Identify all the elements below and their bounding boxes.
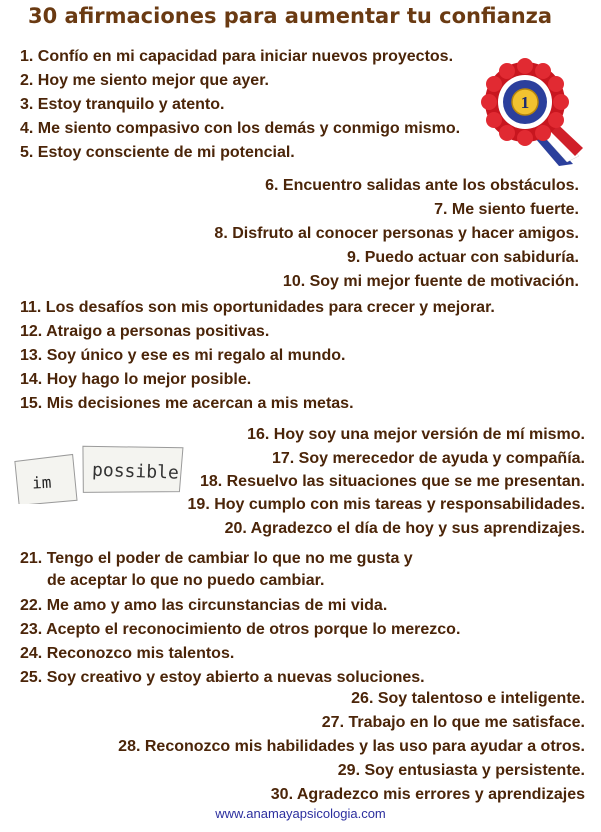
affirmation-20: 20. Agradezco el día de hoy y sus aprendizajes.	[224, 520, 585, 537]
im-word: im	[31, 472, 52, 493]
affirmation-21: 21. Tengo el poder de cambiar lo que no me gusta y	[20, 550, 413, 567]
award-rosette-icon	[475, 58, 585, 173]
affirmation-3: 3. Estoy tranquilo y atento.	[20, 96, 225, 113]
affirmation-16: 16. Hoy soy una mejor versión de mí mismo.	[247, 426, 585, 443]
affirmation-6: 6. Encuentro salidas ante los obstáculos.	[265, 177, 579, 194]
affirmation-7: 7. Me siento fuerte.	[434, 201, 579, 218]
affirmation-25: 25. Soy creativo y estoy abierto a nuevas soluciones.	[20, 669, 425, 686]
possible-word: possible	[91, 459, 180, 484]
affirmation-5: 5. Estoy consciente de mi potencial.	[20, 144, 295, 161]
affirmation-19: 19. Hoy cumplo con mis tareas y responsabilidades.	[187, 496, 585, 513]
affirmation-18: 18. Resuelvo las situaciones que se me presentan.	[199, 473, 585, 490]
website-footer: www.anamayapsicologia.com	[215, 806, 386, 821]
affirmation-13: 13. Soy único y ese es mi regalo al mundo.	[20, 347, 346, 364]
affirmation-24: 24. Reconozco mis talentos.	[20, 645, 235, 662]
badge-number: 1	[520, 93, 530, 112]
affirmation-8: 8. Disfruto al conocer personas y hacer amigos.	[214, 225, 579, 242]
affirmation-21-continuation: de aceptar lo que no puedo cambiar.	[47, 572, 325, 589]
affirmation-4: 4. Me siento compasivo con los demás y conmigo mismo.	[20, 120, 461, 137]
page-title: 30 afirmaciones para aumentar tu confianza	[28, 4, 553, 28]
affirmation-23: 23. Acepto el reconocimiento de otros porque lo merezco.	[20, 621, 461, 638]
affirmation-10: 10. Soy mi mejor fuente de motivación.	[282, 273, 579, 290]
affirmation-22: 22. Me amo y amo las circunstancias de mi vida.	[20, 597, 388, 614]
affirmation-27: 27. Trabajo en lo que me satisface.	[321, 714, 585, 731]
affirmation-14: 14. Hoy hago lo mejor posible.	[20, 371, 252, 388]
affirmation-1: 1. Confío en mi capacidad para iniciar nuevos proyectos.	[20, 48, 454, 65]
impossible-image	[12, 444, 184, 509]
affirmation-12: 12. Atraigo a personas positivas.	[20, 323, 270, 340]
affirmation-28: 28. Reconozco mis habilidades y las uso para ayudar a otros.	[118, 738, 585, 755]
affirmation-9: 9. Puedo actuar con sabiduría.	[346, 249, 579, 266]
affirmation-15: 15. Mis decisiones me acercan a mis metas.	[20, 395, 354, 412]
affirmation-11: 11. Los desafíos son mis oportunidades para crecer y mejorar.	[20, 299, 495, 316]
affirmation-17: 17. Soy merecedor de ayuda y compañía.	[271, 450, 585, 467]
affirmation-26: 26. Soy talentoso e inteligente.	[351, 690, 585, 707]
affirmation-2: 2. Hoy me siento mejor que ayer.	[20, 72, 269, 89]
affirmation-29: 29. Soy entusiasta y persistente.	[337, 762, 585, 779]
affirmation-30: 30. Agradezco mis errores y aprendizajes	[270, 786, 585, 803]
